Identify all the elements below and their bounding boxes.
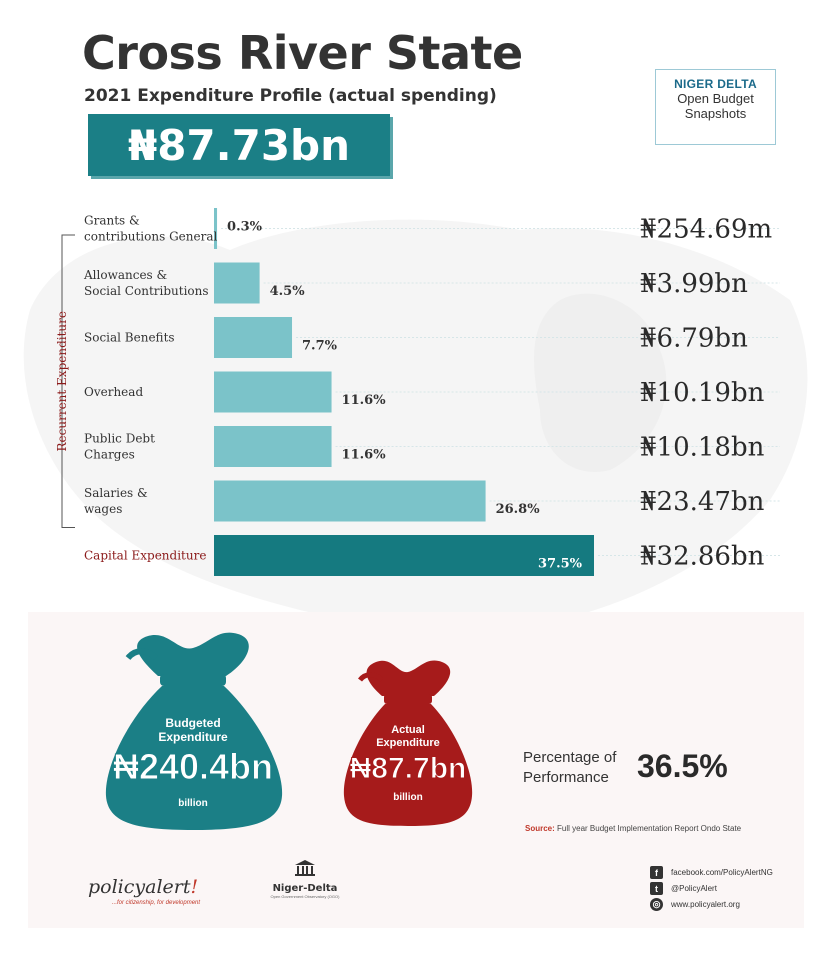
- page-subtitle: 2021 Expenditure Profile (actual spending): [84, 86, 497, 106]
- website-text: www.policyalert.org: [671, 900, 740, 909]
- website-link[interactable]: [650, 898, 740, 911]
- actual-label-line-2: Expenditure: [376, 737, 440, 749]
- logo-line-1: NIGER DELTA: [674, 77, 757, 91]
- performance-label: [523, 748, 616, 788]
- policyalert-logo: [88, 876, 198, 898]
- bar-recurrent: [214, 263, 260, 304]
- bar-recurrent: [214, 481, 486, 522]
- bar-recurrent: [214, 372, 332, 413]
- category-label: Grants & contributions General: [84, 213, 218, 244]
- bar-recurrent: [214, 426, 332, 467]
- actual-unit: billion: [393, 792, 423, 803]
- performance-label-line-1: Percentage of: [523, 749, 617, 766]
- amount-label: ₦6.79bn: [640, 323, 748, 354]
- facebook-text: facebook.com/PolicyAlertNG: [671, 868, 773, 877]
- amount-label: ₦3.99bn: [640, 269, 748, 299]
- category-label: Allowances & Social Contributions: [84, 268, 209, 298]
- percent-label: 37.5%: [537, 556, 582, 572]
- policyalert-logo-bang: !: [190, 876, 199, 898]
- logo-line-2: Open Budget: [677, 91, 754, 106]
- policyalert-logo-text: policyalert: [88, 876, 191, 898]
- twitter-link[interactable]: [650, 882, 717, 895]
- source-label: Source:: [525, 824, 555, 833]
- actual-label-line-1: Actual: [391, 724, 425, 736]
- category-label: Salaries & wages: [84, 486, 148, 516]
- policyalert-tagline: ...for citizenship, for development: [112, 900, 201, 906]
- budgeted-unit: billion: [178, 798, 208, 809]
- building-icon: [294, 860, 316, 876]
- bar-recurrent: [214, 317, 292, 358]
- globe-icon: ◎: [650, 898, 663, 911]
- category-label: Overhead: [84, 385, 144, 399]
- facebook-link[interactable]: [650, 866, 773, 879]
- performance-label-line-2: Performance: [523, 769, 609, 786]
- performance-value: 36.5%: [637, 748, 728, 784]
- page-title: Cross River State: [82, 26, 523, 80]
- percent-label: 0.3%: [227, 219, 263, 235]
- actual-label: [358, 724, 458, 750]
- budgeted-label-line-1: Budgeted: [165, 716, 221, 730]
- total-expenditure-value: ₦87.73bn: [127, 120, 351, 170]
- category-label: Social Benefits: [84, 330, 175, 345]
- amount-label: ₦32.86bn: [640, 541, 765, 572]
- niger-delta-observatory-logo: [270, 860, 340, 899]
- percent-label: 7.7%: [302, 338, 338, 354]
- actual-value: ₦87.7bn: [349, 752, 467, 785]
- budgeted-label: [118, 716, 268, 744]
- twitter-icon: t: [650, 882, 663, 895]
- source-note: [525, 824, 741, 833]
- category-label: Capital Expenditure: [84, 548, 207, 563]
- amount-label: ₦254.69m: [640, 214, 773, 245]
- facebook-icon: f: [650, 866, 663, 879]
- percent-label: 26.8%: [495, 502, 540, 517]
- amount-label: ₦10.19bn: [640, 378, 765, 408]
- amount-label: ₦10.18bn: [640, 432, 765, 463]
- recurrent-group-label: Recurrent Expenditure: [55, 311, 69, 452]
- budgeted-value: ₦240.4bn: [112, 746, 274, 787]
- category-label: Public Debt Charges: [84, 431, 155, 462]
- logo-line-3: Snapshots: [684, 106, 747, 121]
- percent-label: 11.6%: [341, 393, 386, 408]
- amount-label: ₦23.47bn: [640, 487, 765, 517]
- percent-label: 11.6%: [341, 447, 386, 463]
- niger-delta-name: Niger-Delta: [272, 883, 338, 894]
- budgeted-label-line-2: Expenditure: [158, 730, 228, 744]
- niger-delta-subtitle: Open Government Observatory (OGO): [270, 894, 340, 899]
- source-text: Full year Budget Implementation Report Ondo State: [557, 824, 742, 833]
- percent-label: 4.5%: [269, 284, 305, 299]
- twitter-text: @PolicyAlert: [671, 884, 717, 893]
